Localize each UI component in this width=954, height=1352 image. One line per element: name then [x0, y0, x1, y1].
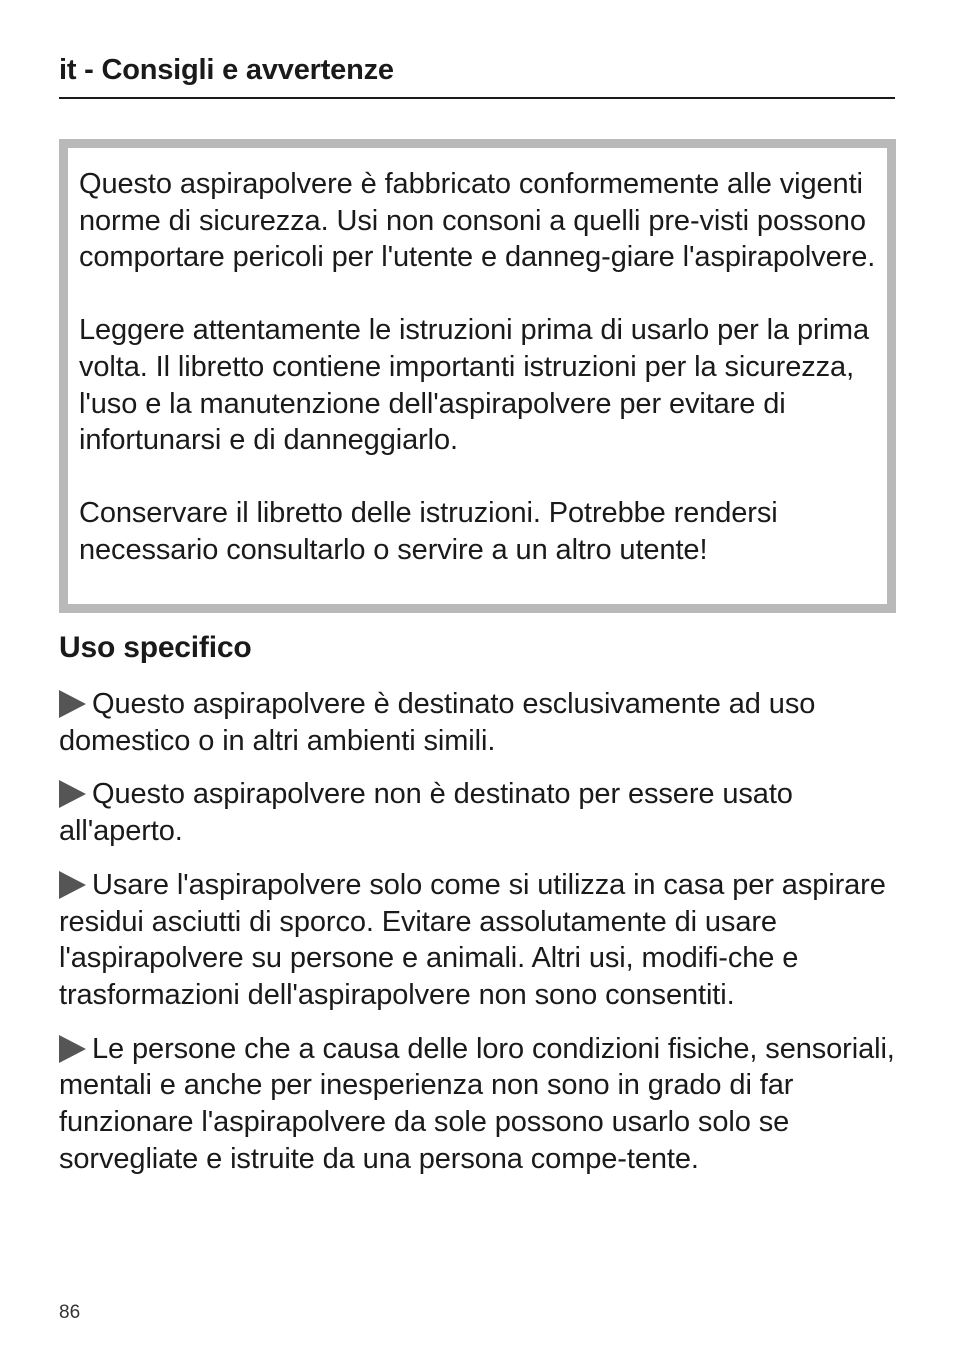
page-number: 86 — [59, 1302, 81, 1323]
header-title: it - Consigli e avvertenze — [59, 54, 394, 86]
bullet-text-2: Questo aspirapolvere non è destinato per essere usato all'aperto. — [59, 778, 793, 848]
bullet-text-4: Le persone che a causa delle loro condizioni fisiche, sensoriali, mentali e anche per inesperienza non sono in grado di far funzionare l'aspirapolvere da sole possono usarlo solo se sorvegliate e istruite da una persona compe-tente. — [59, 1032, 895, 1175]
warning-box — [59, 139, 896, 613]
warning-paragraph-1: Questo aspirapolvere è fabbricato conformemente alle vigenti norme di sicurezza. Usi non consoni a quelli pre-visti possono comportare pericoli per l'utente e danneg-giare l'aspirapolvere. — [79, 168, 876, 274]
section-title: Uso specifico — [59, 631, 252, 664]
arrow-right-icon — [59, 690, 86, 718]
bullet-text-1: Questo aspirapolvere è destinato esclusivamente ad uso domestico o in altri ambienti simili. — [59, 688, 816, 757]
section-uso-specifico — [59, 628, 899, 1194]
warning-paragraph-3: Conservare il libretto delle istruzioni. Potrebbe rendersi necessario consultarlo o servire a un altro utente! — [79, 496, 778, 566]
bullet-text-3: Usare l'aspirapolvere solo come si utilizza in casa per aspirare residui asciutti di sporco. Evitare assolutamente di usare l'aspirapolvere su persone e animali. Altri usi, modifi-che e trasformazioni dell'aspirapolvere non sono consentiti. — [59, 868, 886, 1011]
arrow-right-icon — [59, 780, 86, 808]
bullet-item-3 — [59, 867, 899, 1014]
bullet-item-4 — [59, 1031, 899, 1178]
page-header — [59, 52, 895, 99]
warning-paragraph-2: Leggere attentamente le istruzioni prima di usarlo per la prima volta. Il libretto contiene importanti istruzioni per la sicurezza, l'uso e la manutenzione dell'aspirapolvere per evitare di infortunarsi e di danneggiarlo. — [79, 314, 869, 457]
arrow-right-icon — [59, 1035, 86, 1063]
bullet-item-1 — [59, 686, 899, 759]
arrow-right-icon — [59, 871, 86, 899]
bullet-item-2 — [59, 776, 899, 849]
